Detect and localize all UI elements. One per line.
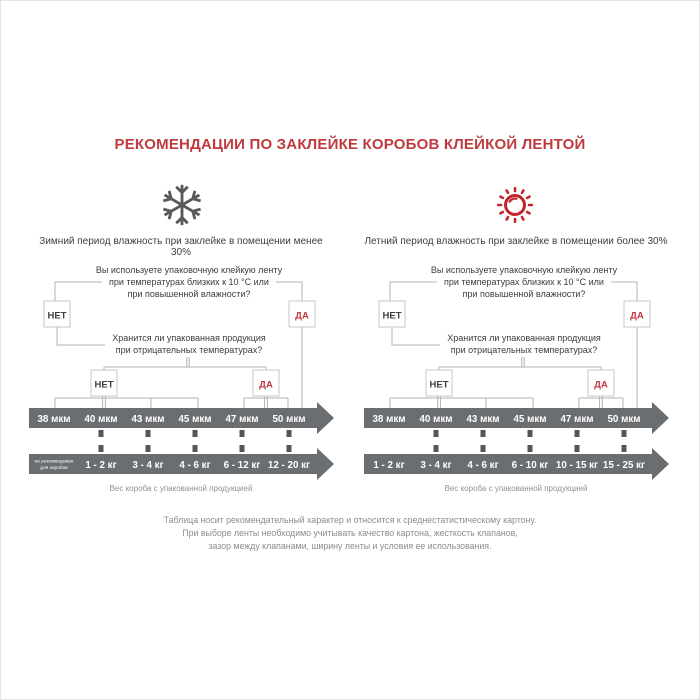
summer-no1-box xyxy=(379,301,405,327)
summer-weight-label: 3 - 4 кг xyxy=(420,460,452,471)
winter-weight-label: 1 - 2 кг xyxy=(85,460,117,471)
winter-micron-ticks xyxy=(99,430,292,437)
summer-weight-label: 15 - 25 кг xyxy=(602,460,646,471)
sun-icon xyxy=(491,181,539,229)
summer-yes2-label: ДА xyxy=(594,379,608,391)
summer-micron-ticks xyxy=(434,430,627,437)
summer-weight-label: 10 - 15 кг xyxy=(555,460,599,471)
winter-no1-box xyxy=(44,301,70,327)
footer-line3: зазор между клапанами, ширину ленты и условия ее использования. xyxy=(208,541,492,551)
winter-micron-label: 50 мкм xyxy=(272,414,306,425)
summer-weight-caption: Вес короба с упакованной продукцией xyxy=(444,484,588,493)
footer-line1: Таблица носит рекомендательный характер и относится к среднестатистическому картону. xyxy=(163,515,537,525)
summer-question1-line2: при температурах близких к 10 °С или xyxy=(444,277,604,287)
winter-micron-label: 40 мкм xyxy=(84,414,118,425)
winter-question2-line2: при отрицательных температурах? xyxy=(115,345,263,355)
summer-micron-label: 40 мкм xyxy=(419,414,453,425)
summer-weight-label: 1 - 2 кг xyxy=(373,460,405,471)
footer-note xyxy=(1,514,699,553)
summer-micron-label: 38 мкм xyxy=(372,414,406,425)
winter-weight-ticks xyxy=(99,445,292,452)
summer-flowchart xyxy=(363,255,669,500)
summer-question2-line1: Хранится ли упакованная продукция xyxy=(447,333,601,343)
winter-subtitle: Зимний период влажность при заклейке в помещении менее 30% xyxy=(39,236,323,258)
summer-yes1-label: ДА xyxy=(630,310,644,322)
summer-question1-line1: Вы используете упаковочную клейкую ленту xyxy=(430,265,618,275)
winter-weight-arrow xyxy=(29,448,334,480)
summer-subtitle: Летний период влажность при заклейке в помещении более 30% xyxy=(364,236,668,247)
page-title: РЕКОМЕНДАЦИИ ПО ЗАКЛЕЙКЕ КОРОБОВ КЛЕЙКОЙ ЛЕНТОЙ xyxy=(114,136,586,153)
summer-no1-label: НЕТ xyxy=(382,310,402,322)
winter-weight-label: 4 - 6 кг xyxy=(179,460,211,471)
summer-yes2-box xyxy=(588,370,614,396)
summer-yes1-box xyxy=(624,301,650,327)
winter-yes1-box xyxy=(289,301,315,327)
summer-weight-ticks xyxy=(434,445,627,452)
winter-weight-label: 3 - 4 кг xyxy=(132,460,164,471)
winter-yes1-label: ДА xyxy=(295,310,309,322)
winter-weight-note-line1: не рекомендован xyxy=(34,459,74,465)
winter-micron-label: 43 мкм xyxy=(131,414,165,425)
winter-micron-label: 45 мкм xyxy=(178,414,212,425)
summer-question2-line2: при отрицательных температурах? xyxy=(450,345,598,355)
summer-micron-label: 45 мкм xyxy=(513,414,547,425)
summer-weight-label: 4 - 6 кг xyxy=(467,460,499,471)
winter-micron-label: 38 мкм xyxy=(37,414,71,425)
summer-no2-box xyxy=(426,370,452,396)
winter-question1-line2: при температурах близких к 10 °С или xyxy=(109,277,269,287)
winter-weight-caption: Вес короба с упакованной продукцией xyxy=(109,484,253,493)
winter-yes2-box xyxy=(253,370,279,396)
winter-flowchart xyxy=(28,255,334,500)
footer-line2: При выборе ленты необходимо учитывать качество картона, жесткость клапанов, xyxy=(182,528,518,538)
winter-micron-label: 47 мкм xyxy=(225,414,259,425)
summer-weight-arrow xyxy=(364,448,669,480)
summer-question1-line3: при повышенной влажности? xyxy=(462,289,586,299)
winter-no2-box xyxy=(91,370,117,396)
winter-question1-line3: при повышенной влажности? xyxy=(127,289,251,299)
winter-weight-note-line2: для коробов xyxy=(40,466,68,471)
summer-micron-label: 50 мкм xyxy=(607,414,641,425)
winter-no2-label: НЕТ xyxy=(94,379,114,391)
winter-weight-label: 6 - 12 кг xyxy=(223,460,261,471)
summer-weight-label: 6 - 10 кг xyxy=(511,460,549,471)
winter-no1-label: НЕТ xyxy=(47,310,67,322)
winter-question1-line1: Вы используете упаковочную клейкую ленту xyxy=(95,265,283,275)
winter-question2-line1: Хранится ли упакованная продукция xyxy=(112,333,266,343)
summer-no2-label: НЕТ xyxy=(429,379,449,391)
summer-micron-label: 43 мкм xyxy=(466,414,500,425)
winter-weight-label: 12 - 20 кг xyxy=(267,460,311,471)
snowflake-icon xyxy=(159,182,205,228)
winter-yes2-label: ДА xyxy=(259,379,273,391)
summer-micron-label: 47 мкм xyxy=(560,414,594,425)
